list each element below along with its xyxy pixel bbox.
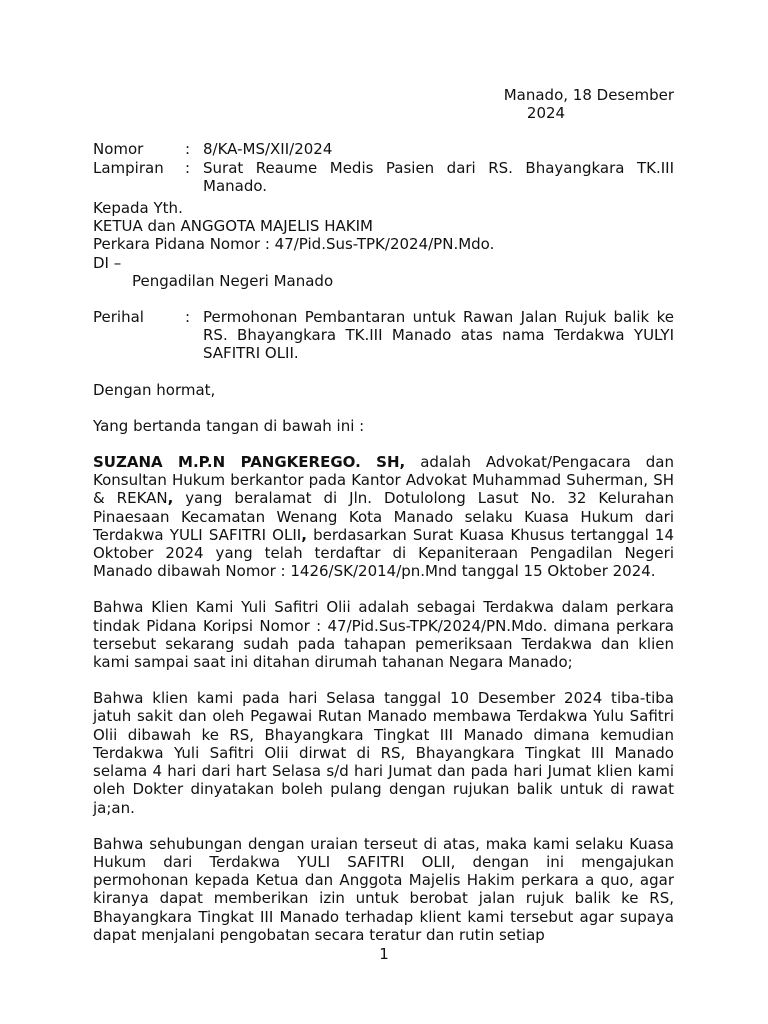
paragraph-2: Bahwa Klien Kami Yuli Safitri Olii adalah sebagai Terdakwa dalam perkara tindak Pidana Koripsi Nomor : 47/Pid.Sus-TPK/2024/PN.Mdo. dimana perkara tersebut sekarang sudah pada tahapan pemeriksaan Terdakwa dan klien kami sampai saat ini ditahan dirumah tahanan Negara Manado; [93, 598, 674, 672]
paragraph-3: Bahwa klien kami pada hari Selasa tanggal 10 Desember 2024 tiba-tiba jatuh sakit dan oleh Pegawai Rutan Manado membawa Terdakwa Yulu Safitri Olii dibawah ke RS, Bhayangkara Tingkat III Manado dimana kemudian Terdakwa Yuli Safitri Olii dirwat di RS, Bhayangkara Tingkat III Manado selama 4 hari dari hart Selasa s/d hari Jumat dan pada hari Jumat klien kami oleh Dokter dinyatakan boleh pulang dengan rujukan balik untuk di rawat ja;an. [93, 689, 674, 817]
addressee-block [93, 199, 674, 290]
paragraph-4: Bahwa sehubungan dengan uraian terseut di atas, maka kami selaku Kuasa Hukum dari Terdakwa YULI SAFITRI OLII, dengan ini mengajukan permohonan kepada Ketua dan Anggota Majelis Hakim perkara a quo, agar kiranya dapat memberikan izin untuk berobat jalan rujuk balik ke RS, Bhayangkara Tingkat III Manado terhadap klient kami tersebut agar supaya dapat menjalani pengobatan secara teratur dan rutin setiap [93, 834, 674, 944]
paragraph-1-text-b: yang beralamat di Jln. Dotulolong Lasut No. 32 Kelurahan Pinaesaan Kecamatan Wenang Kota Manado selaku Kuasa Hukum dari Terdakwa YULI SAFITRI OLII [93, 489, 674, 544]
paragraph-1 [93, 453, 674, 580]
date-line: Manado, 18 Desember [503, 86, 674, 104]
nomor-label: Nomor [93, 140, 144, 159]
nomor-row [93, 140, 674, 158]
perihal-colon: : [185, 308, 191, 327]
addressee-line-5: Pengadilan Negeri Manado [132, 271, 334, 290]
paragraph-1-comma-1: , [167, 489, 174, 508]
addressee-line-4: DI – [93, 253, 122, 272]
perihal-label: Perihal [93, 308, 144, 327]
page-number: 1 [379, 945, 389, 963]
letter-date [93, 86, 674, 122]
advocate-name: SUZANA M.P.N PANGKEREGO. SH, [93, 453, 406, 472]
date-year: 2024 [526, 104, 566, 123]
addressee-line-2: KETUA dan ANGGOTA MAJELIS HAKIM [93, 217, 373, 236]
greeting: Dengan hormat, [93, 380, 216, 399]
lampiran-value: Surat Reaume Medis Pasien dari RS. Bhayangkara TK.III Manado. [203, 158, 674, 195]
lampiran-label: Lampiran [93, 158, 164, 177]
paragraph-1-text-c: berdasarkan Surat Kuasa Khusus tertanggal 14 Oktober 2024 yang telah terdaftar di Kepaniteraan Pengadilan Negeri Manado dibawah Nomor : 1426/SK/2014/pn.Mnd tanggal 15 Oktober 2024. [93, 525, 674, 581]
addressee-line-1: Kepada Yth. [93, 199, 183, 218]
letter-body [93, 86, 674, 944]
lampiran-colon: : [185, 158, 191, 177]
nomor-value: 8/KA-MS/XII/2024 [203, 140, 333, 159]
intro-line: Yang bertanda tangan di bawah ini : [93, 416, 365, 435]
perihal-value: Permohonan Pembantaran untuk Rawan Jalan Rujuk balik ke RS. Bhayangkara TK.III Manado atas nama Terdakwa YULYI SAFITRI OLII. [203, 308, 674, 363]
nomor-colon: : [185, 140, 191, 159]
perihal-row [93, 308, 674, 363]
addressee-line-3: Perkara Pidana Nomor : 47/Pid.Sus-TPK/2024/PN.Mdo. [93, 235, 495, 254]
lampiran-row [93, 159, 674, 195]
paragraph-1-comma-2: , [301, 525, 307, 544]
paragraph-1-text-a: adalah Advokat/Pengacara dan Konsultan Hukum berkantor pada Kantor Advokat Muhammad Suherman, SH & REKAN [93, 453, 674, 508]
